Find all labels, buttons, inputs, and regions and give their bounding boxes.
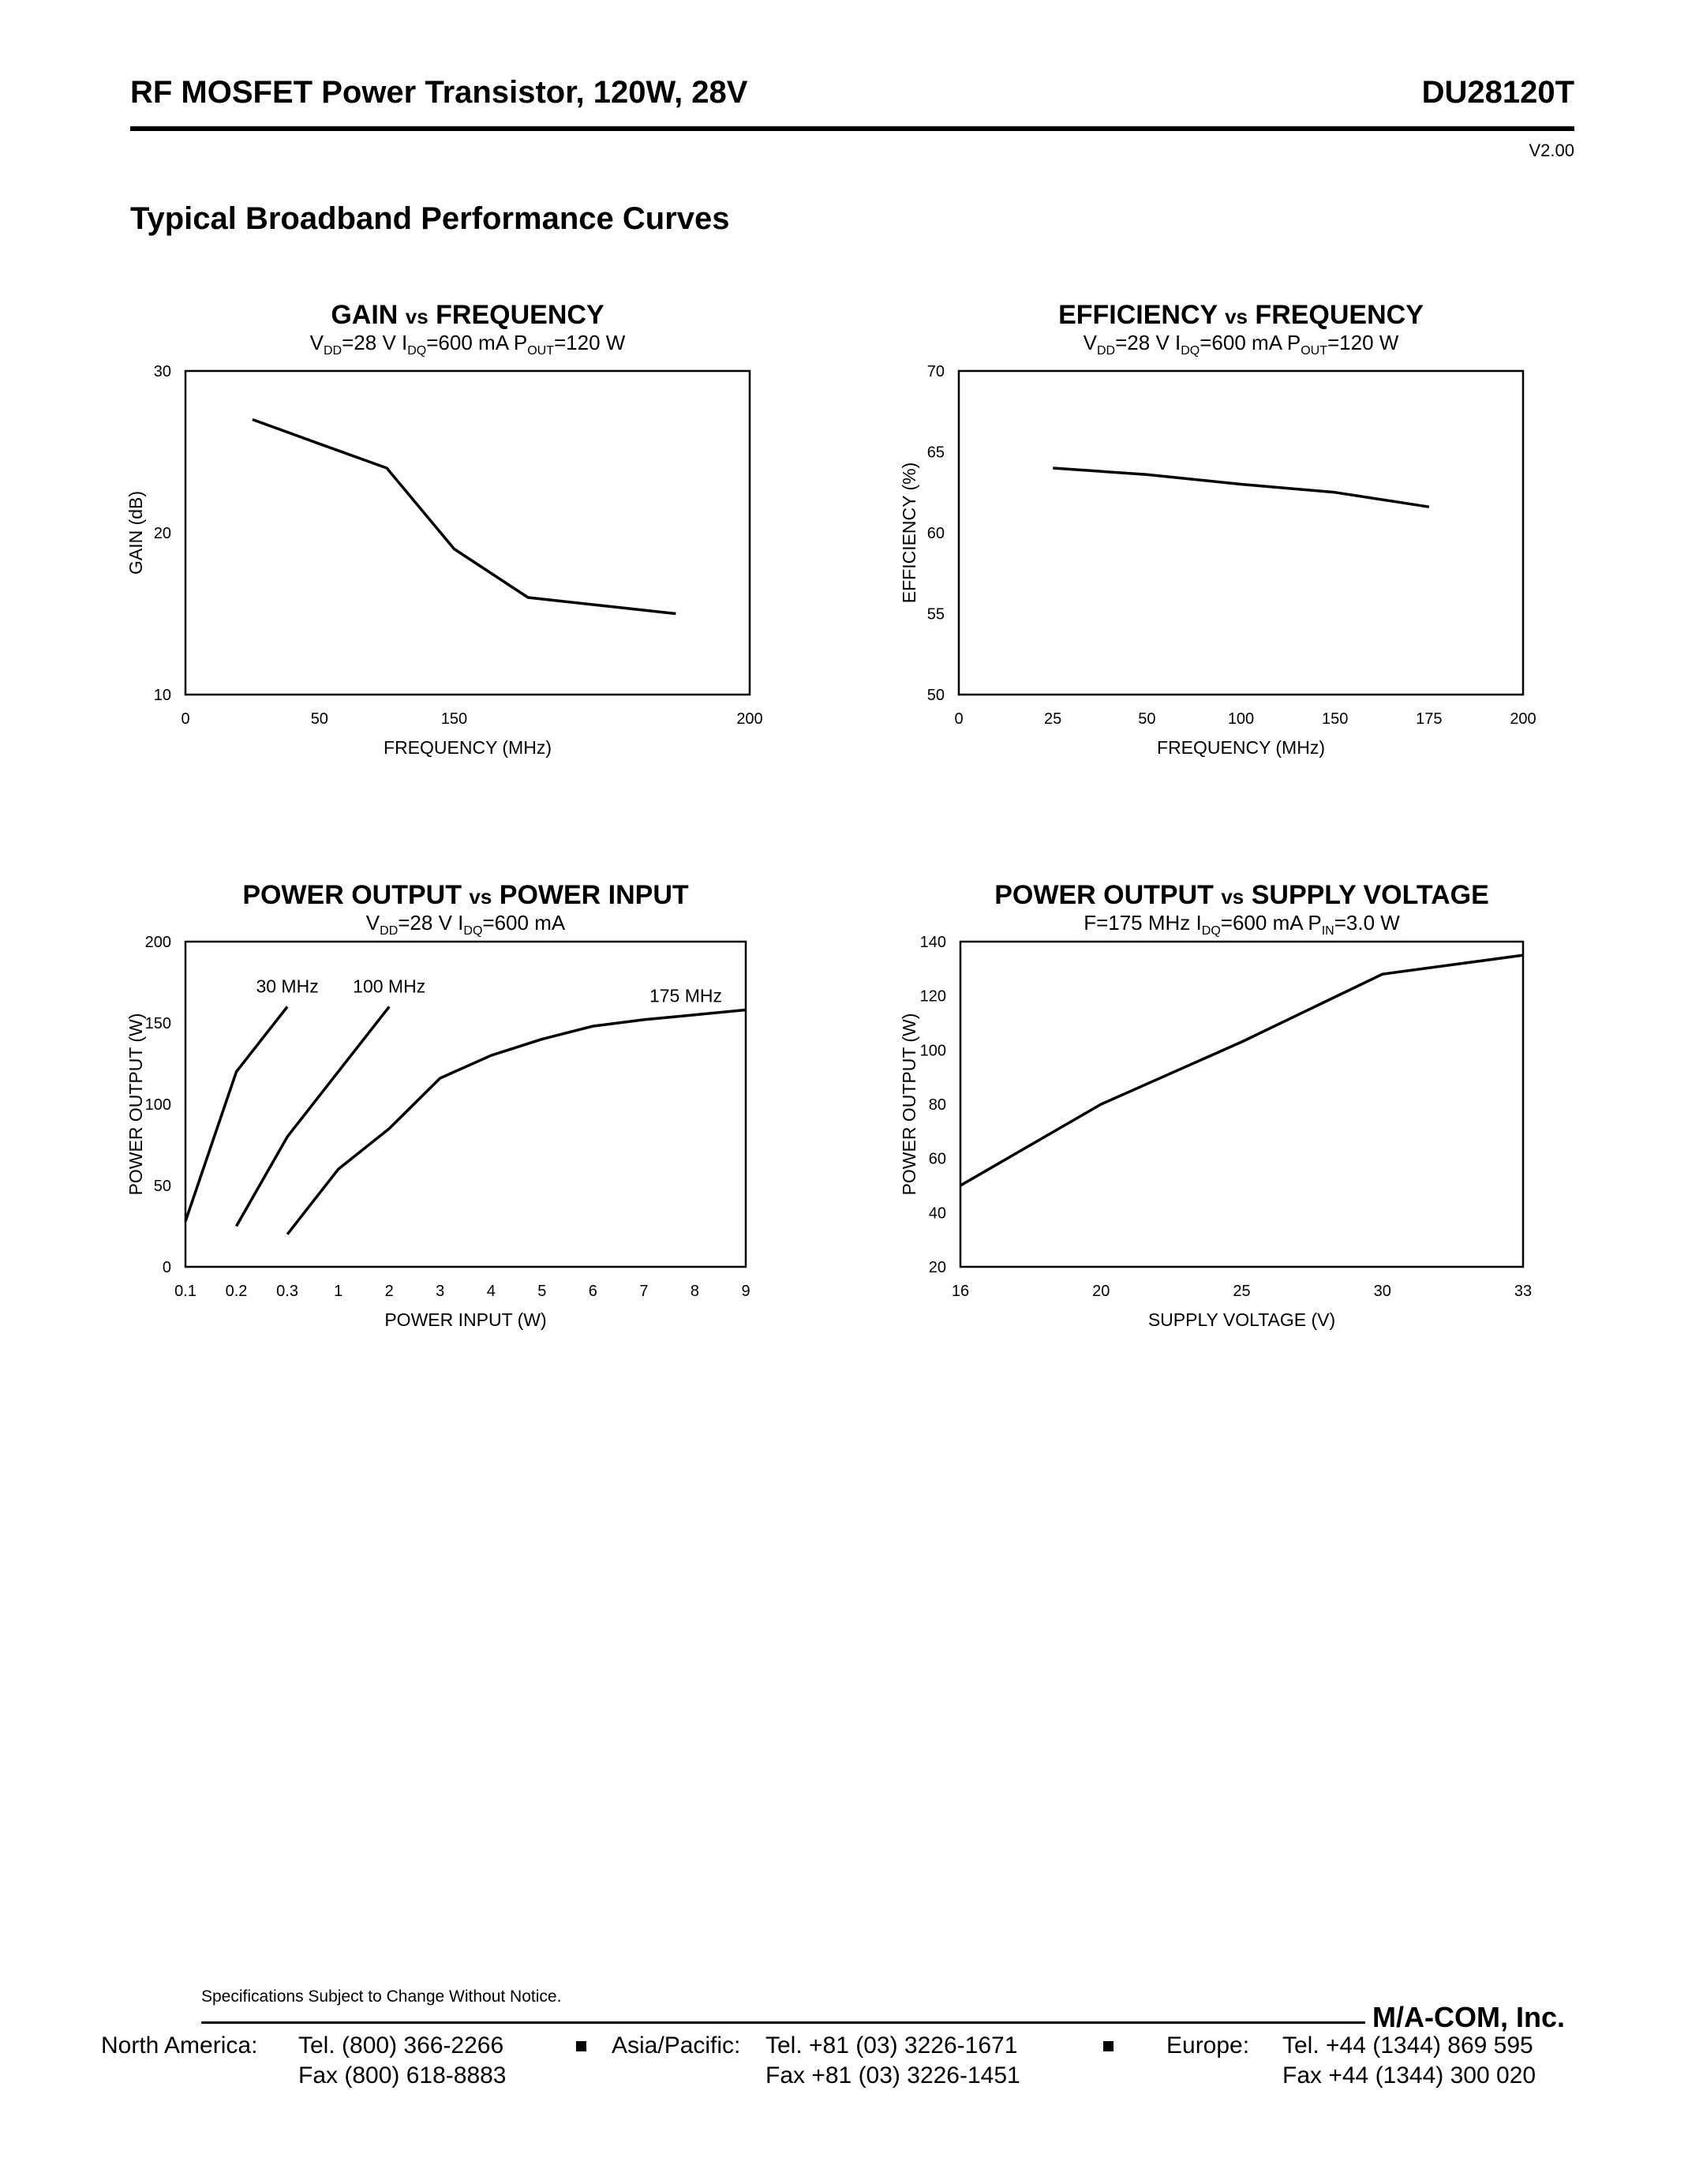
x-tick-label: 150: [440, 710, 468, 728]
x-tick-label: 0.3: [276, 1283, 298, 1300]
header-rule: [130, 126, 1574, 131]
series-label: 100 MHz: [353, 976, 426, 997]
x-tick-label: 9: [741, 1283, 750, 1300]
series-line: [960, 955, 1523, 1186]
x-tick-label: 8: [690, 1283, 700, 1300]
power-output-vs-supply-voltage-chart: [876, 876, 1570, 1365]
y-axis-label: GAIN (dB): [125, 490, 146, 575]
y-tick-label: 0: [162, 1259, 171, 1276]
y-tick-label: 80: [928, 1096, 946, 1114]
x-axis-label: SUPPLY VOLTAGE (V): [1147, 1309, 1336, 1330]
x-tick-label: 16: [951, 1283, 970, 1300]
x-tick-label: 175: [1416, 710, 1443, 728]
x-tick-label: 5: [537, 1283, 547, 1300]
gain-vs-frequency-chart: [103, 296, 797, 785]
contact-fax-north-america: Fax (800) 618-8883: [298, 2062, 507, 2088]
y-axis-label: POWER OUTPUT (W): [899, 1013, 919, 1196]
contact-region-asia-pacific: Asia/Pacific:: [612, 2032, 741, 2059]
x-tick-label: 6: [588, 1283, 597, 1300]
y-tick-label: 30: [153, 363, 171, 380]
y-tick-label: 20: [928, 1259, 946, 1276]
section-title: Typical Broadband Performance Curves: [130, 201, 730, 236]
document-title: RF MOSFET Power Transistor, 120W, 28V: [130, 75, 748, 110]
y-axis-label: POWER OUTPUT (W): [125, 1013, 146, 1196]
y-axis-label: EFFICIENCY (%): [899, 462, 919, 604]
x-tick-label: 25: [1044, 710, 1062, 728]
y-tick-label: 50: [153, 1178, 171, 1195]
company-name: M/A-COM, Inc.: [1372, 2001, 1565, 2033]
y-tick-label: 10: [153, 687, 171, 704]
chart-title: POWER OUTPUT vs SUPPLY VOLTAGE: [994, 880, 1489, 910]
series-line-175-mhz: [287, 1010, 746, 1234]
part-number: DU28120T: [1421, 75, 1574, 110]
chart-subtitle: F=175 MHz $I_{DQ}=600$ mA $P_{IN}=3.0$ W: [1084, 911, 1400, 938]
y-tick-label: 70: [926, 363, 945, 380]
series-line-100-mhz: [237, 1006, 390, 1226]
series-label: 175 MHz: [649, 985, 722, 1006]
contact-region-north-america: North America:: [101, 2032, 258, 2059]
y-tick-label: 140: [919, 934, 946, 951]
plot-frame: [960, 942, 1523, 1267]
chart-title: EFFICIENCY vs FREQUENCY: [1058, 300, 1424, 330]
x-tick-label: 0.1: [174, 1283, 196, 1300]
chart-subtitle: $V_{DD}=28$ V $I_{DQ}=600$ mA $P_{OUT}=120$ W: [1083, 331, 1399, 358]
specifications-note: Specifications Subject to Change Without Notice.: [201, 1987, 562, 2006]
x-tick-label: 4: [486, 1283, 496, 1300]
y-tick-label: 60: [928, 1150, 946, 1168]
x-axis-label: FREQUENCY (MHz): [384, 737, 552, 758]
x-tick-label: 0: [954, 710, 964, 728]
series-line-30-mhz: [185, 1006, 287, 1221]
contact-tel-north-america: Tel. (800) 366-2266: [298, 2032, 504, 2059]
chart-title: GAIN vs FREQUENCY: [331, 300, 604, 330]
footer-rule: [201, 2021, 1365, 2024]
series-label: 30 MHz: [256, 976, 319, 997]
x-tick-label: 3: [436, 1283, 445, 1300]
x-tick-label: 33: [1514, 1283, 1533, 1300]
version-label: V2.00: [1529, 140, 1574, 160]
x-axis-label: FREQUENCY (MHz): [1157, 737, 1325, 758]
efficiency-vs-frequency-chart: [876, 296, 1570, 785]
contact-fax-asia-pacific: Fax +81 (03) 3226-1451: [765, 2062, 1020, 2088]
y-tick-label: 100: [919, 1042, 946, 1060]
y-tick-label: 120: [919, 987, 946, 1006]
x-tick-label: 100: [1227, 710, 1255, 728]
contact-fax-europe: Fax +44 (1344) 300 020: [1282, 2062, 1536, 2088]
contact-tel-asia-pacific: Tel. +81 (03) 3226-1671: [765, 2032, 1018, 2059]
x-tick-label: 30: [1373, 1283, 1391, 1300]
x-axis-label: POWER INPUT (W): [384, 1309, 547, 1330]
x-tick-label: 1: [334, 1283, 343, 1300]
contact-tel-europe: Tel. +44 (1344) 869 595: [1282, 2032, 1533, 2059]
y-tick-label: 50: [926, 687, 945, 704]
x-tick-label: 200: [736, 710, 763, 728]
y-tick-label: 65: [926, 444, 945, 462]
plot-frame: [959, 371, 1523, 695]
y-tick-label: 60: [926, 525, 945, 542]
x-tick-label: 150: [1321, 710, 1349, 728]
series-line: [253, 420, 676, 614]
x-tick-label: 25: [1233, 1283, 1251, 1300]
chart-subtitle: $V_{DD}=28$ V $I_{DQ}=600$ mA $P_{OUT}=120$ W: [309, 331, 626, 358]
x-tick-label: 20: [1092, 1283, 1110, 1300]
y-tick-label: 100: [144, 1096, 171, 1114]
y-tick-label: 20: [153, 525, 171, 542]
y-tick-label: 150: [144, 1015, 171, 1032]
chart-title: POWER OUTPUT vs POWER INPUT: [242, 880, 689, 910]
y-tick-label: 40: [928, 1204, 946, 1223]
x-tick-label: 2: [384, 1283, 394, 1300]
y-tick-label: 200: [144, 934, 171, 951]
separator-bullet: [576, 2041, 586, 2051]
x-tick-label: 0: [181, 710, 190, 728]
x-tick-label: 50: [310, 710, 328, 728]
series-line: [1053, 468, 1429, 507]
x-tick-label: 50: [1138, 710, 1156, 728]
y-tick-label: 55: [926, 605, 945, 624]
chart-subtitle: $V_{DD}=28$ V $I_{DQ}=600$ mA: [365, 911, 566, 938]
x-tick-label: 200: [1510, 710, 1536, 728]
plot-frame: [185, 371, 750, 695]
separator-bullet: [1103, 2041, 1113, 2051]
contact-region-europe: Europe:: [1166, 2032, 1250, 2059]
x-tick-label: 0.2: [225, 1283, 248, 1300]
x-tick-label: 7: [639, 1283, 649, 1300]
power-output-vs-power-input-chart: [103, 876, 797, 1365]
